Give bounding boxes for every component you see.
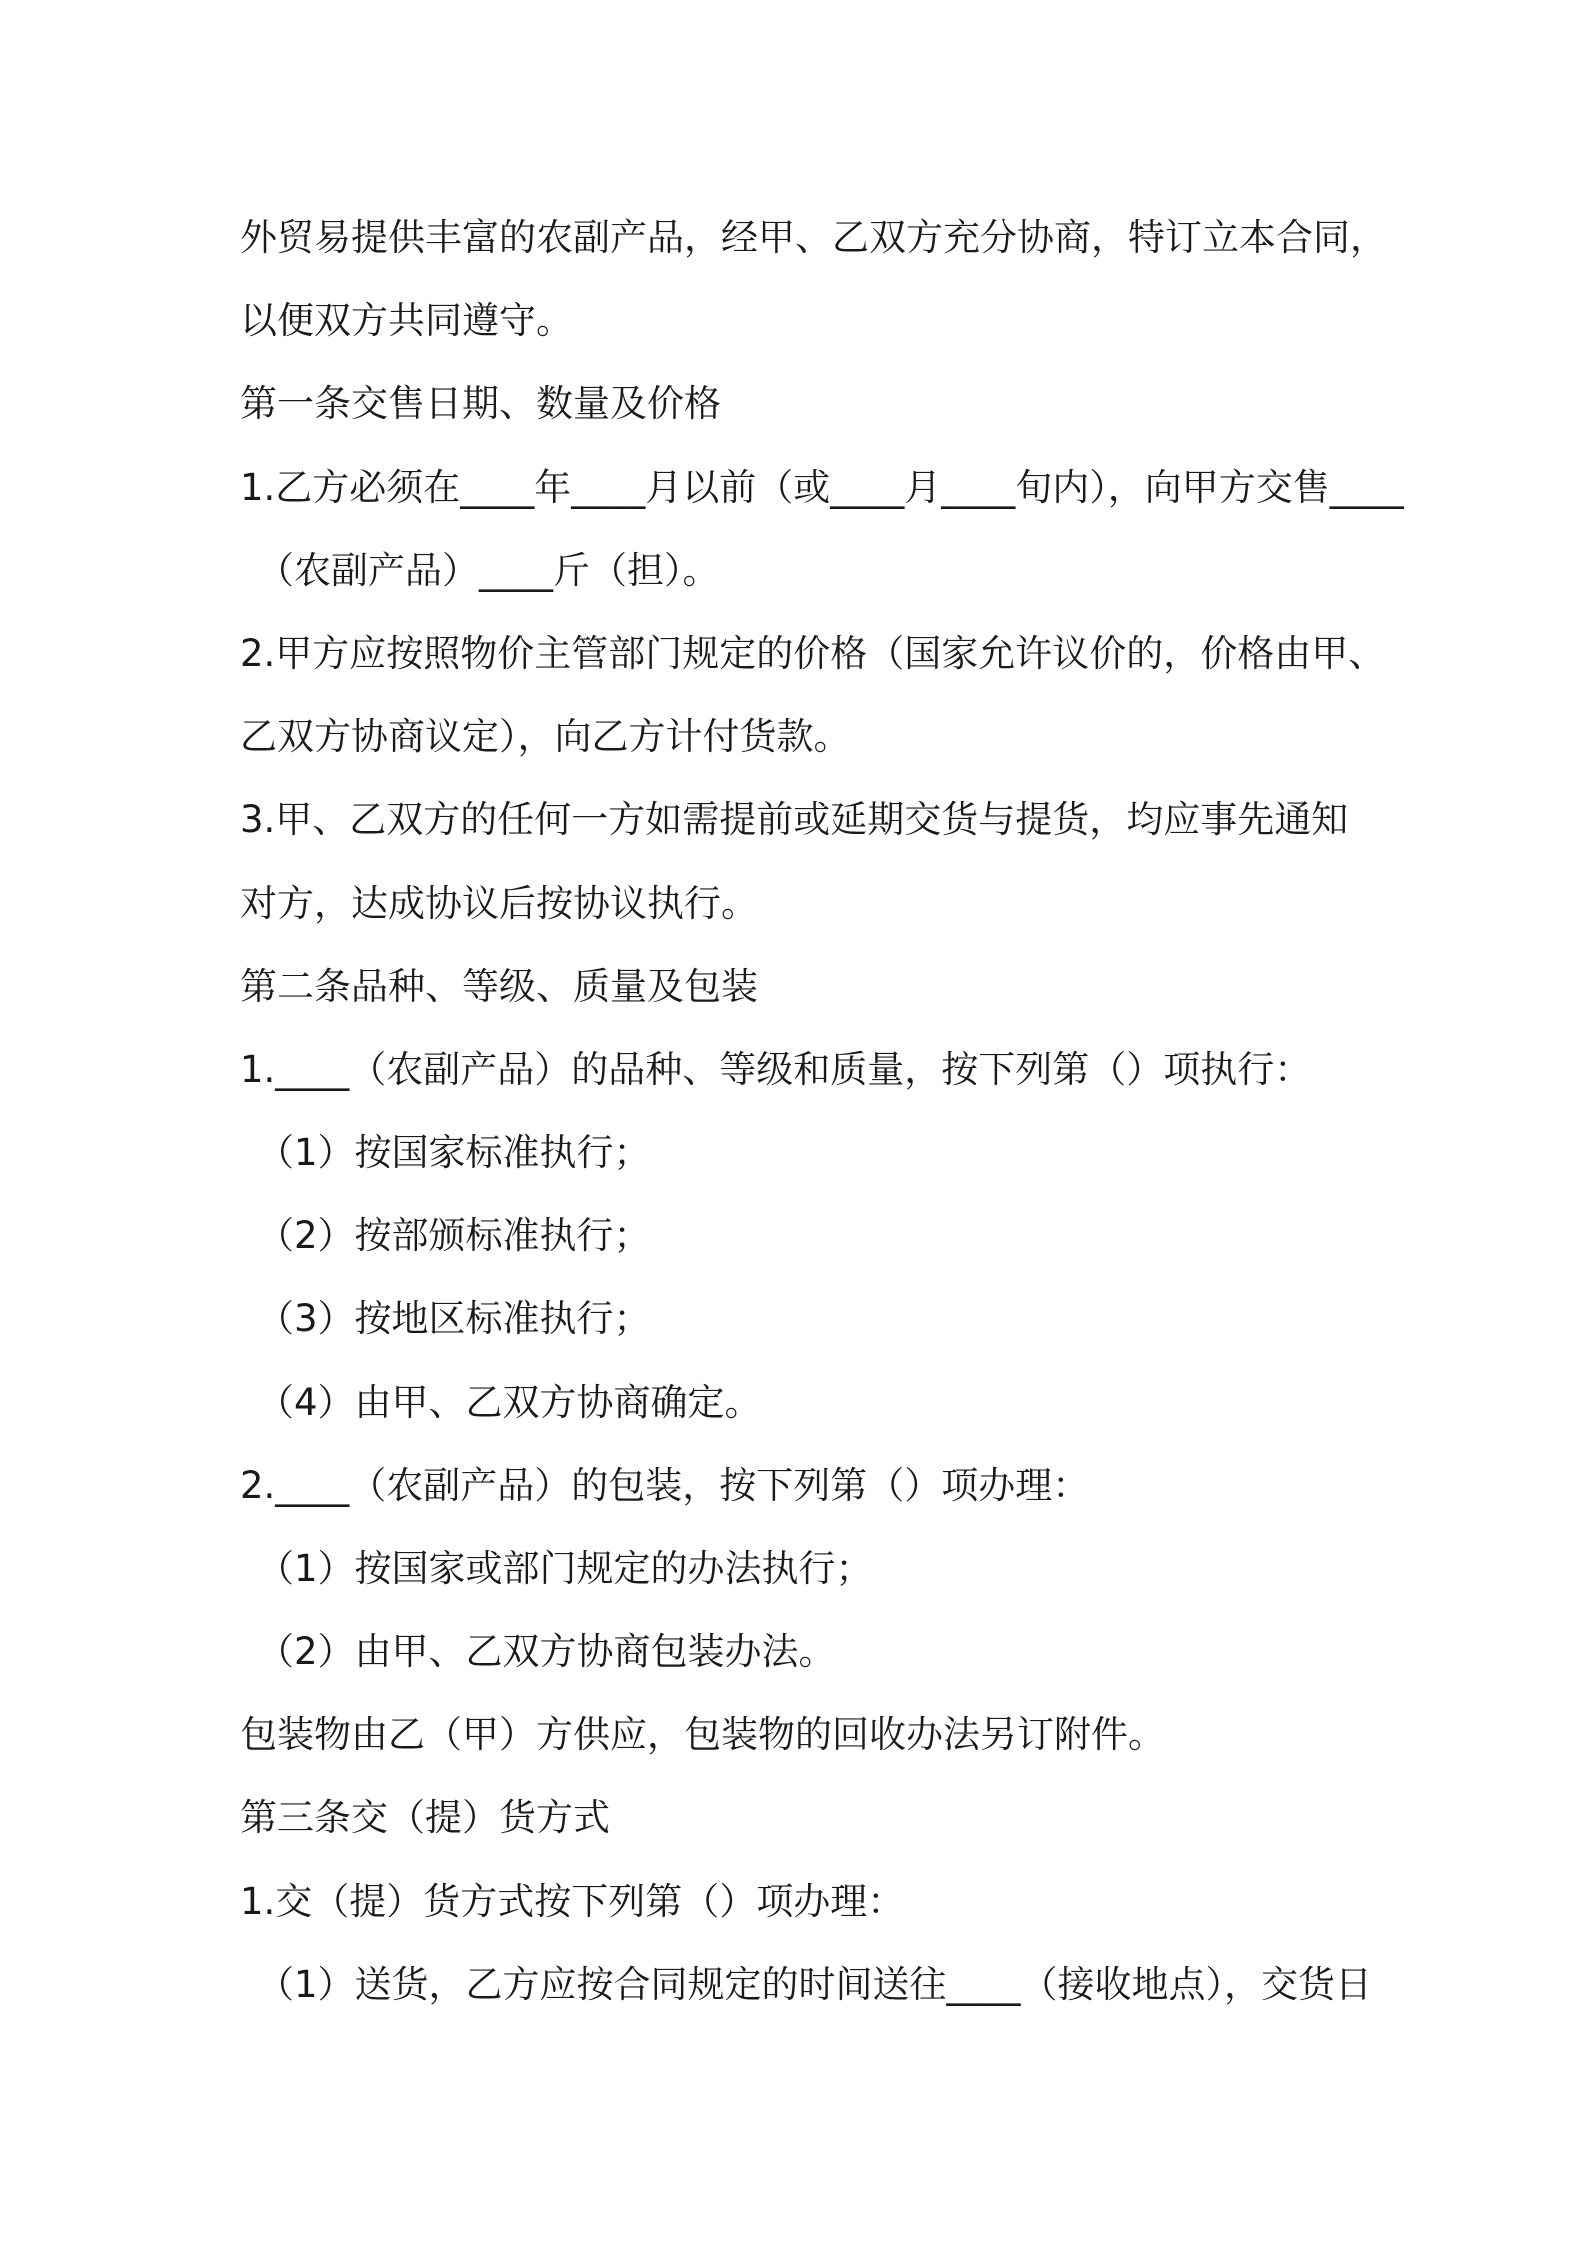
clause-line: 对方，达成协议后按协议执行。 bbox=[240, 882, 758, 925]
clause-line: 乙双方协商议定），向乙方计付货款。 bbox=[240, 715, 851, 758]
option-line: （4）由甲、乙双方协商确定。 bbox=[257, 1381, 762, 1424]
clause-line: （农副产品）____斤（担）。 bbox=[257, 549, 720, 592]
option-line: （1）送货，乙方应按合同规定的时间送往____（接收地点），交货日 bbox=[257, 1963, 1373, 2006]
article-heading: 第一条交售日期、数量及价格 bbox=[240, 382, 721, 425]
clause-line: 2.甲方应按照物价主管部门规定的价格（国家允许议价的，价格由甲、 bbox=[240, 632, 1386, 675]
clause-line: 3.甲、乙双方的任何一方如需提前或延期交货与提货，均应事先通知 bbox=[240, 798, 1349, 841]
clause-line: 2.____（农副产品）的包装，按下列第（）项办理： bbox=[240, 1464, 1090, 1507]
body-text-line: 包装物由乙（甲）方供应，包装物的回收办法另订附件。 bbox=[240, 1713, 1165, 1756]
clause-line: 1.交（提）货方式按下列第（）项办理： bbox=[240, 1880, 905, 1923]
article-heading: 第三条交（提）货方式 bbox=[240, 1796, 610, 1839]
option-line: （1）按国家或部门规定的办法执行； bbox=[257, 1547, 873, 1590]
body-text-line: 外贸易提供丰富的农副产品，经甲、乙双方充分协商，特订立本合同， bbox=[240, 216, 1387, 259]
clause-line: 1.____（农副产品）的品种、等级和质量，按下列第（）项执行： bbox=[240, 1048, 1312, 1091]
option-line: （3）按地区标准执行； bbox=[257, 1297, 651, 1340]
option-line: （2）由甲、乙双方协商包装办法。 bbox=[257, 1630, 836, 1673]
option-line: （1）按国家标准执行； bbox=[257, 1131, 651, 1174]
option-line: （2）按部颁标准执行； bbox=[257, 1214, 651, 1257]
article-heading: 第二条品种、等级、质量及包装 bbox=[240, 965, 758, 1008]
body-text-line: 以便双方共同遵守。 bbox=[240, 299, 573, 342]
clause-line: 1.乙方必须在____年____月以前（或____月____旬内），向甲方交售____ bbox=[240, 466, 1404, 509]
